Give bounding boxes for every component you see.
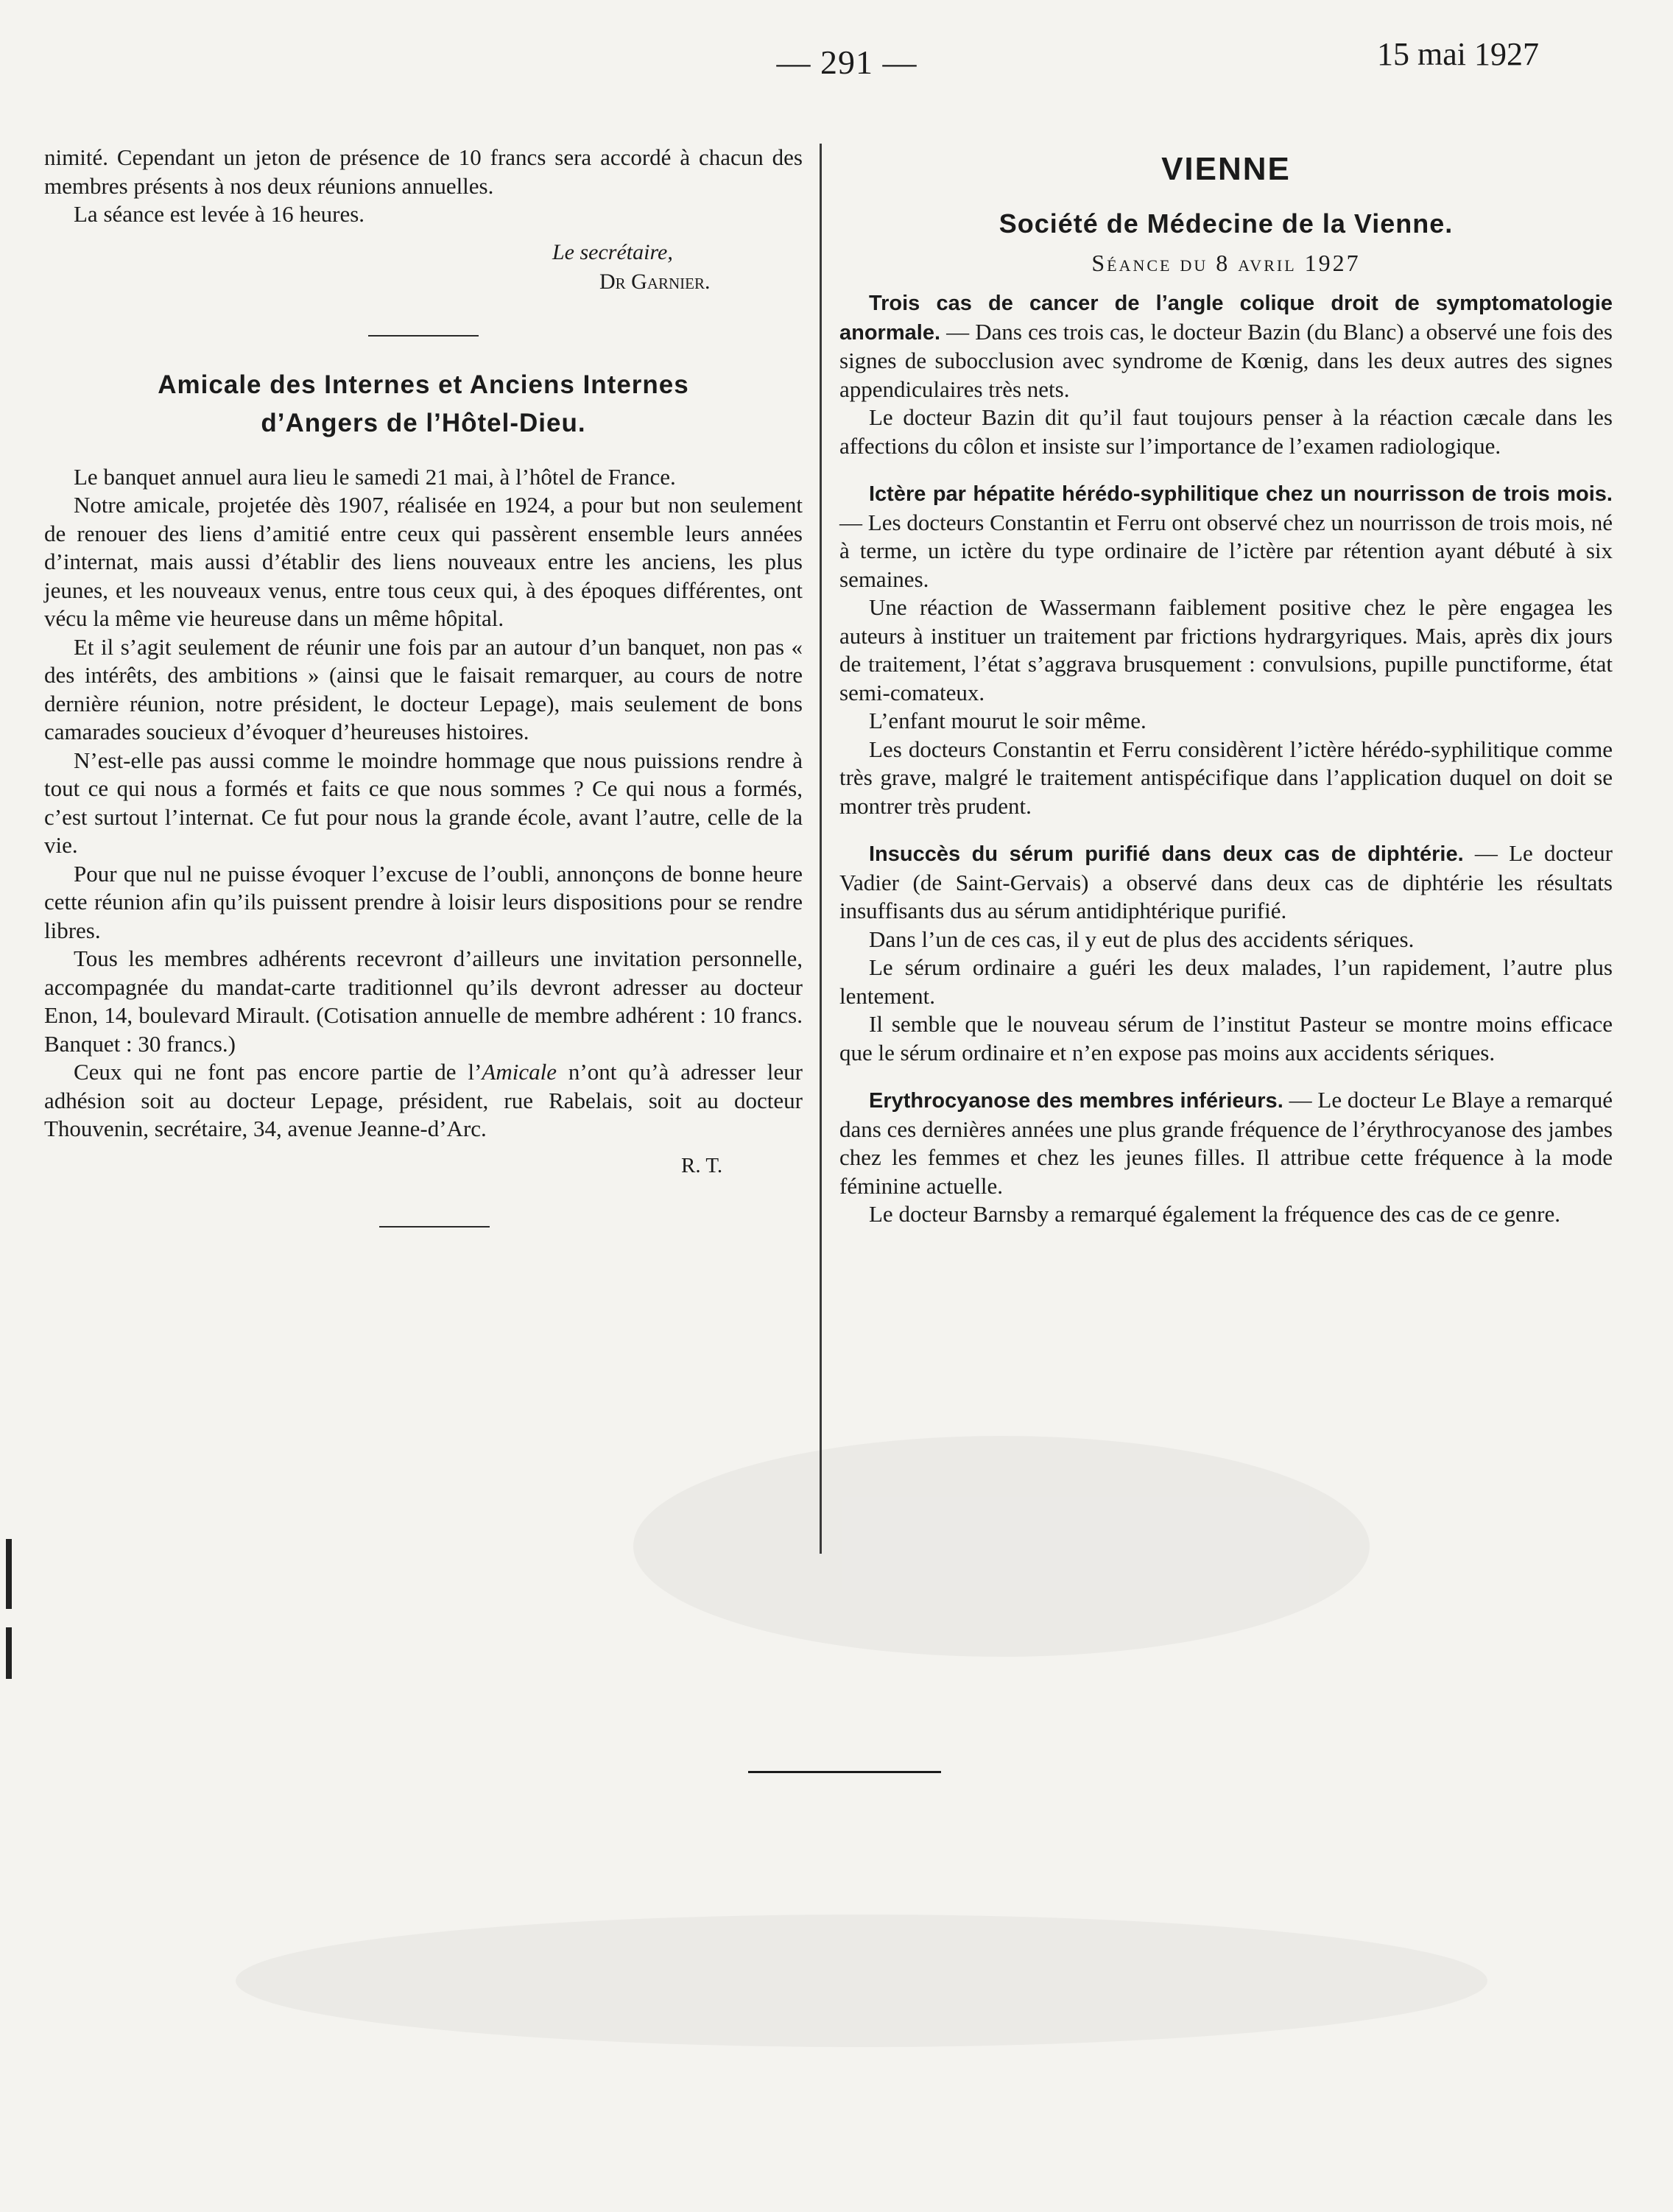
amicale-title: Amicale des Internes et Anciens Internes	[158, 370, 689, 399]
article-text: — Le docteur Le Blaye a remarqué dans ces dernières années une plus grande fréquence de l’érythrocyanose des jambes chez les femmes et chez les jeunes filles. Il attribue cette fréquence à la mode féminine actuelle.	[839, 1087, 1613, 1199]
show-through-stain	[236, 1915, 1487, 2047]
amicale-title: d’Angers de l’Hôtel-Dieu.	[261, 408, 586, 437]
right-column	[839, 144, 1613, 1248]
amicale-paragraph: Notre amicale, projetée dès 1907, réalisée en 1924, a pour but non seulement de renouer des liens d’amitié entre ceux qui passèrent ensemble leurs années d’internat, mais aussi d’établir des liens nouveaux entre les anciens, les plus jeunes, et les nouveaux venus, entre tous ceux qui, à des époques différentes, ont vécu la même vie heureuse dans un même hôpital.	[44, 492, 803, 631]
left-column	[44, 144, 803, 1227]
amicale-paragraph: Tous les membres adhérents recevront d’ailleurs une invitation personnelle, accompagnée du mandat-carte traditionnel qu’ils devront adresser au docteur Enon, 14, boulevard Mirault. (Cotisation annuelle de membre adhérent : 10 francs. Banquet : 30 francs.)	[44, 945, 803, 1057]
article-text: — Le docteur Vadier (de Saint-Gervais) a observé dans deux cas de diphtérie les résultats insuffisants dus au sérum antidiphtérique purifié.	[839, 840, 1613, 923]
binding-mark	[6, 1627, 12, 1679]
article	[839, 289, 1613, 460]
article-paragraph: Le docteur Barnsby a remarqué également la fréquence des cas de ce genre.	[869, 1201, 1560, 1227]
article-text: — Dans ces trois cas, le docteur Bazin (du Blanc) a observé une fois des signes de subocclusion avec syndrome de Kœnig, dans les deux autres des signes appendiculaires très nets.	[839, 318, 1613, 402]
article	[839, 1086, 1613, 1229]
signature-role: Le secrétaire,	[552, 239, 673, 264]
region-title: VIENNE	[1161, 151, 1291, 187]
author-initials: R. T.	[681, 1153, 723, 1177]
amicale-paragraph: Pour que nul ne puisse évoquer l’excuse de l’oubli, annonçons de bonne heure cette réunion afin qu’ils puissent prendre à loisir leurs dispositions pour se rendre libres.	[44, 860, 803, 943]
article-heading: Trois cas de cancer de l’angle colique droit de symptomatologie anormale.	[839, 292, 1613, 345]
article	[839, 839, 1613, 1067]
article-paragraph	[839, 289, 1613, 404]
section-divider	[379, 1226, 490, 1227]
intro-paragraph: La séance est levée à 16 heures.	[74, 201, 365, 227]
show-through-stain	[633, 1436, 1370, 1657]
article-heading: Insuccès du sérum purifié dans deux cas de diphtérie.	[869, 842, 1464, 866]
article-heading: Erythrocyanose des membres inférieurs.	[869, 1089, 1283, 1113]
article-text: — Les docteurs Constantin et Ferru ont observé chez un nourrisson de trois mois, né à terme, un ictère du type ordinaire de l’ictère par rétention ayant débuté à six semaines.	[839, 509, 1613, 592]
amicale-paragraph: Et il s’agit seulement de réunir une fois par an autour d’un banquet, non pas « des intérêts, des ambitions » (ainsi que le faisait remarquer, au cours de notre dernière réunion, notre président, le docteur Lepage), mais seulement de bons camarades soucieux d’évoquer d’heureuses histoires.	[44, 633, 803, 744]
article-paragraph	[839, 1086, 1613, 1200]
article-paragraph	[839, 479, 1613, 593]
articles	[839, 289, 1613, 1229]
closing-rule	[748, 1771, 941, 1773]
article-paragraph: Le sérum ordinaire a guéri les deux malades, l’un rapidement, l’autre plus lentement.	[839, 954, 1613, 1009]
seance-date: Séance du 8 avril 1927	[1091, 250, 1361, 276]
intro-paragraph: nimité. Cependant un jeton de présence de 10 francs sera accordé à chacun des membres présents à nos deux réunions annuelles.	[44, 144, 803, 199]
article-heading: Ictère par hépatite hérédo-syphilitique chez un nourrisson de trois mois.	[869, 482, 1613, 506]
amicale-paragraph: Ceux qui ne font pas encore partie de l’Amicale n’ont qu’à adresser leur adhésion soit au docteur Lepage, président, rue Rabelais, soit au docteur Thouvenin, secrétaire, 34, avenue Jeanne-d’Arc.	[44, 1059, 803, 1141]
article-paragraph: Une réaction de Wassermann faiblement positive chez le père engagea les auteurs à instituer un traitement par frictions hydrargyriques. Mais, après dix jours de traitement, l’état s’aggrava brusquement : convulsions, pupille punctiforme, état semi-comateux.	[839, 594, 1613, 705]
page-number: — 291 —	[776, 43, 917, 81]
article-paragraph: Dans l’un de ces cas, il y eut de plus des accidents sériques.	[869, 926, 1415, 952]
article-paragraph: L’enfant mourut le soir même.	[869, 708, 1147, 733]
amicale-paragraph: N’est-elle pas aussi comme le moindre hommage que nous puissions rendre à tout ce qui nous a formés et faits ce que nous sommes ? Ce qui nous a formés, c’est surtout l’internat. Ce fut pour nous la grande école, avant l’autre, celle de la vie.	[44, 747, 803, 858]
article	[839, 479, 1613, 820]
article-paragraph	[839, 839, 1613, 926]
amicale-paragraph: Le banquet annuel aura lieu le samedi 21 mai, à l’hôtel de France.	[74, 463, 676, 490]
society-title: Société de Médecine de la Vienne.	[998, 208, 1454, 239]
column-rule	[820, 144, 822, 1554]
article-paragraph: Les docteurs Constantin et Ferru considèrent l’ictère hérédo-syphilitique comme très grave, malgré le traitement antispécifique dans l’application duquel on doit se montrer très prudent.	[839, 736, 1613, 819]
signature-name: Dr Garnier.	[599, 269, 711, 294]
page-date: 15 mai 1927	[1377, 36, 1539, 72]
binding-mark	[6, 1539, 12, 1609]
article-paragraph: Le docteur Bazin dit qu’il faut toujours penser à la réaction cæcale dans les affections du côlon et insiste sur l’importance de l’examen radiologique.	[839, 404, 1613, 459]
amicale-paragraphs	[44, 463, 803, 1059]
article-paragraph: Il semble que le nouveau sérum de l’institut Pasteur se montre moins efficace que le sérum ordinaire et n’en expose pas moins aux accidents sériques.	[839, 1011, 1613, 1066]
